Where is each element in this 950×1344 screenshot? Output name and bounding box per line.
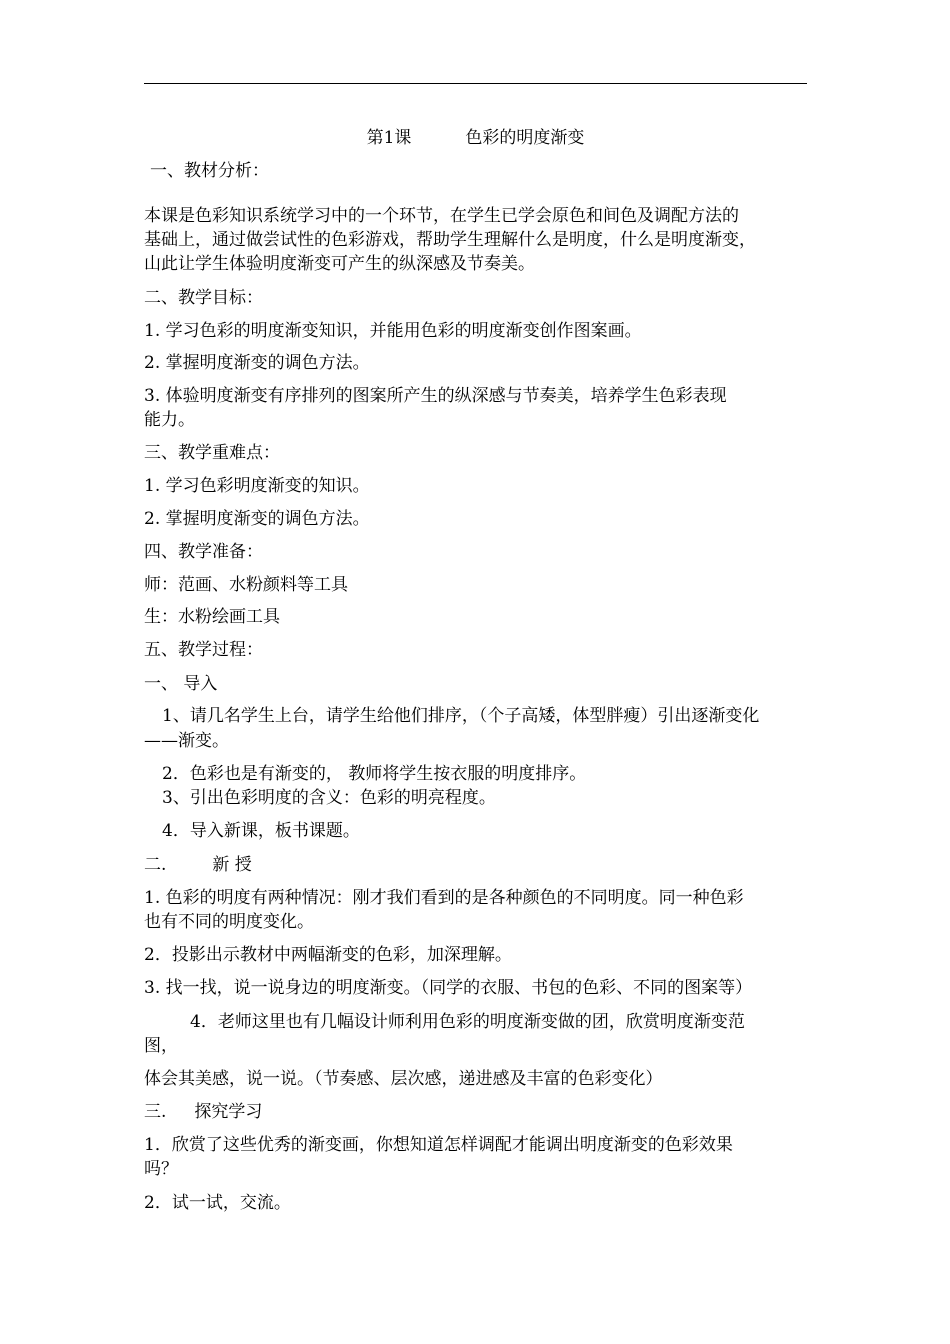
section-heading-goals: 二、教学目标： <box>144 288 263 308</box>
intro-item-1-line-2: ——渐变。 <box>144 731 229 751</box>
keypoint-item-2: 2. 掌握明度渐变的调色方法。 <box>144 509 370 529</box>
new-item-4-line-1: 4．老师这里也有几幅设计师利用色彩的明度渐变做的团，欣赏明度渐变范 <box>190 1012 745 1032</box>
goal-item-3-line-2: 能力。 <box>144 410 195 430</box>
explore-item-1-line-2: 吗？ <box>144 1159 178 1179</box>
header-rule <box>144 83 807 84</box>
goal-item-1: 1. 学习色彩的明度渐变知识，并能用色彩的明度渐变创作图案画。 <box>144 321 642 341</box>
intro-item-2: 2．色彩也是有渐变的， 教师将学生按衣服的明度排序。 <box>162 764 587 784</box>
explore-heading-number: 三. <box>144 1102 167 1122</box>
new-item-3: 3. 找一找，说一说身边的明度渐变。（同学的衣服、书包的色彩、不同的图案等） <box>144 978 753 998</box>
preparation-student: 生：水粉绘画工具 <box>144 607 280 627</box>
new-item-1-line-2: 也有不同的明度变化。 <box>144 912 314 932</box>
new-heading-text: 新 授 <box>212 855 252 875</box>
explore-heading-text: 探究学习 <box>194 1102 263 1122</box>
keypoint-item-1: 1. 学习色彩明度渐变的知识。 <box>144 476 370 496</box>
analysis-line-1: 本课是色彩知识系统学习中的一个环节，在学生已学会原色和间色及调配方法的 <box>144 206 739 226</box>
intro-item-1-line-1: 1、请几名学生上台，请学生给他们排序，（个子高矮，体型胖瘦）引出逐渐变化 <box>162 706 760 726</box>
lesson-name: 色彩的明度渐变 <box>465 128 585 148</box>
section-heading-process: 五、教学过程： <box>144 640 263 660</box>
process-new-heading <box>144 854 252 876</box>
section-heading-preparation: 四、教学准备： <box>144 542 263 562</box>
analysis-line-3: 山此让学生体验明度渐变可产生的纵深感及节奏美。 <box>144 254 535 274</box>
new-item-1-line-1: 1. 色彩的明度有两种情况：刚才我们看到的是各种颜色的不同明度。同一种色彩 <box>144 888 744 908</box>
lesson-number: 第1课 <box>366 128 412 148</box>
section-heading-keypoints: 三、教学重难点： <box>144 443 280 463</box>
goal-item-2: 2. 掌握明度渐变的调色方法。 <box>144 353 370 373</box>
intro-item-3: 3、引出色彩明度的含义：色彩的明亮程度。 <box>162 788 496 808</box>
new-heading-number: 二. <box>144 855 167 875</box>
new-item-2: 2．投影出示教材中两幅渐变的色彩，加深理解。 <box>144 945 512 965</box>
process-explore-heading <box>144 1101 262 1123</box>
lesson-title <box>144 127 807 149</box>
intro-item-4: 4．导入新课，板书课题。 <box>162 821 360 841</box>
process-intro-heading: 一、 导入 <box>144 674 218 694</box>
new-item-4-line-2: 图， <box>144 1036 178 1056</box>
section-heading-analysis: 一、教材分析： <box>150 161 269 181</box>
goal-item-3-line-1: 3. 体验明度渐变有序排列的图案所产生的纵深感与节奏美，培养学生色彩表现 <box>144 386 727 406</box>
new-item-4-line-3: 体会其美感，说一说。（节奏感、层次感，递进感及丰富的色彩变化） <box>144 1069 663 1089</box>
explore-item-1-line-1: 1．欣赏了这些优秀的渐变画，你想知道怎样调配才能调出明度渐变的色彩效果 <box>144 1135 733 1155</box>
preparation-teacher: 师：范画、水粉颜料等工具 <box>144 575 348 595</box>
explore-item-2: 2．试一试，交流。 <box>144 1193 291 1213</box>
analysis-line-2: 基础上，通过做尝试性的色彩游戏，帮助学生理解什么是明度，什么是明度渐变， <box>144 230 756 250</box>
